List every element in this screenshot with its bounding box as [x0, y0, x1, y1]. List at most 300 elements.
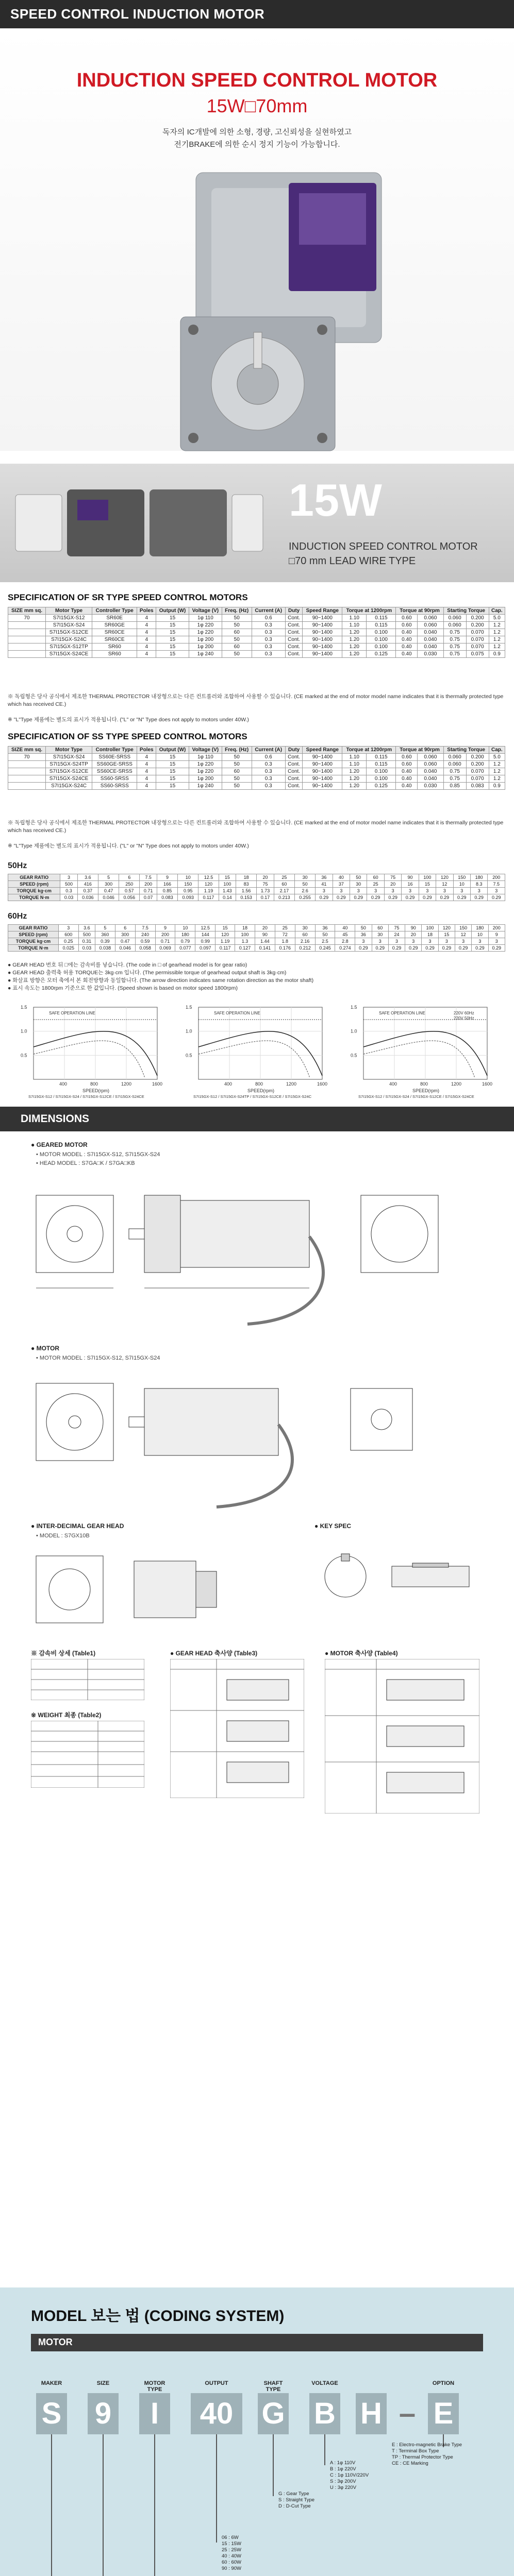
table-cell: 1.43: [219, 888, 236, 894]
table-cell: 0.40: [396, 629, 418, 636]
table-cell: 5: [95, 925, 115, 931]
table-cell: 0.038: [95, 945, 115, 952]
table-cell: 0.030: [418, 651, 443, 658]
table-cell: 3: [438, 938, 455, 945]
th-motor-type: Motor Type: [46, 607, 92, 615]
hero-section: [0, 28, 514, 451]
table-cell: 0.060: [418, 754, 443, 761]
table-cell: Cont.: [285, 636, 303, 643]
table-cell: 1.3: [235, 938, 255, 945]
table-cell: 0.29: [384, 894, 401, 901]
hero-description: [0, 126, 514, 151]
table-cell: 1.2: [489, 622, 505, 629]
table-cell: 50: [222, 754, 252, 761]
th-torque-1200: Torque at 1200rpm: [342, 607, 396, 615]
geared-motor-model: • MOTOR MODEL : S7I15GX-S12, S7I15GX-S24: [36, 1151, 160, 1158]
table-cell: 0.29: [488, 894, 505, 901]
gear-row-label: GEAR RATIO: [8, 925, 59, 931]
table-cell: 0.100: [367, 768, 396, 775]
table-cell: 40: [335, 925, 355, 931]
legend-shaft-d: D : D-Cut Type: [278, 2503, 311, 2509]
th-freq: Freq. (Hz): [222, 607, 252, 615]
table-cell: 0.200: [466, 622, 489, 629]
gearhead-shaft-table-label: ● GEAR HEAD 축사양 (Table3): [170, 1650, 258, 1657]
table-cell: 25: [275, 925, 295, 931]
table-cell: 2.5: [315, 938, 335, 945]
table-cell: 0.9: [489, 783, 505, 790]
table-cell: 0.3: [252, 783, 285, 790]
table-cell: 60: [372, 925, 388, 931]
table-cell: 0.3: [252, 629, 285, 636]
table-cell: 60: [222, 629, 252, 636]
table-row: [8, 931, 505, 938]
table-cell: 30: [350, 881, 367, 888]
table-cell: 1φ 220: [189, 761, 222, 768]
table-cell: 0.115: [367, 615, 396, 622]
torque-graph-3: [343, 997, 498, 1100]
legend-shaft-s: S : Straight Type: [278, 2497, 315, 2503]
table-cell: 3.6: [77, 874, 98, 881]
table-row: [8, 888, 505, 894]
gear-note-4: ● 표시 속도는 1800rpm 기준으로 한 값입니다. (Speed shown is based on motor speed 1800rpm): [8, 985, 238, 991]
table-cell: 144: [195, 931, 215, 938]
gear-note-3: ● 화살표 방향은 모터 축에서 본 회전방향과 동일합니다. (The arrow direction indicates same rotation direction as the motor shaft): [8, 977, 314, 984]
legend-voltage-u: U : 3φ 220V: [330, 2485, 357, 2490]
table-cell: 9: [155, 925, 175, 931]
th-cap: Cap.: [489, 607, 505, 615]
table-cell: 15: [219, 874, 236, 881]
th-current: Current (A): [252, 607, 285, 615]
table-cell: 70: [8, 754, 46, 761]
table-cell: [8, 651, 46, 658]
coding-key-output: OUTPUT: [205, 2380, 228, 2386]
table-cell: 15: [156, 651, 189, 658]
graph-x-tick: 400: [59, 1081, 68, 1087]
table-cell: 90: [402, 874, 419, 881]
gear-row-label: SPEED (rpm): [8, 931, 59, 938]
gear-note-2: ● GEAR HEAD 출력축 허용 TORQUE는 3kg·cm 입니다. (The permissible torque of gearhead output shaft is 3kg·cm): [8, 970, 287, 976]
inter-gear-label: ● INTER-DECIMAL GEAR HEAD: [31, 1522, 124, 1530]
table-cell: 300: [98, 881, 119, 888]
coding-line-voltage: [324, 2434, 325, 2465]
table-cell: 0.046: [115, 945, 135, 952]
torque-graph-1: [13, 997, 168, 1100]
table-cell: 0.29: [472, 945, 488, 952]
table-cell: 0.47: [115, 938, 135, 945]
hero-desc-line1: 독자의 IC개발에 의한 소형, 경량, 고신뢰성을 실현하였고: [162, 128, 352, 137]
table-cell: 0.29: [422, 945, 438, 952]
table-cell: 41: [316, 881, 333, 888]
th-motor-type: Motor Type: [46, 747, 92, 754]
table-row: [8, 874, 505, 881]
table-cell: 0.069: [155, 945, 175, 952]
table-cell: 120: [438, 925, 455, 931]
table-cell: Cont.: [285, 775, 303, 783]
table-cell: 0.100: [367, 643, 396, 651]
table-cell: 0.077: [175, 945, 195, 952]
table-cell: 4: [137, 629, 156, 636]
table-cell: Cont.: [285, 768, 303, 775]
table-cell: 0.71: [155, 938, 175, 945]
table-cell: 500: [60, 881, 77, 888]
table-row: [8, 925, 505, 931]
table-cell: 0.097: [195, 945, 215, 952]
table-cell: 7.5: [135, 925, 155, 931]
legend-output-90: 90 : 90W: [222, 2566, 242, 2571]
table-cell: 0.75: [443, 629, 466, 636]
table-cell: 6: [115, 925, 135, 931]
geared-motor-label: ● GEARED MOTOR: [31, 1141, 88, 1148]
table-cell: 15: [156, 643, 189, 651]
table-cell: 18: [235, 925, 255, 931]
table-cell: 0.3: [252, 761, 285, 768]
table-cell: 0.29: [455, 945, 471, 952]
graph-safe-line-label: SAFE OPERATION LINE: [49, 1011, 95, 1015]
legend-output-60: 60 : 60W: [222, 2560, 242, 2565]
table-cell: S7I15GX-S24CE: [46, 651, 92, 658]
table-cell: 90: [405, 925, 422, 931]
th-freq: Freq. (Hz): [222, 747, 252, 754]
table-cell: 72: [275, 931, 295, 938]
legend-voltage-a: A : 1φ 110V: [330, 2460, 356, 2466]
ss-note-1: ※ 독립형은 당사 공식에서 제조한 THERMAL PROTECTOR 내장형으로는 다른 컨트롤러와 조합하여 사용할 수 있습니다. (CE marked at the end of motor model name indicates that it is thermally protected type which has received CE.): [8, 820, 504, 834]
hero-desc-line2: 전기BRAKE에 의한 순시 정지 기능이 가능합니다.: [174, 140, 340, 149]
sr-note-2: ※ "L"Type 제품에는 별도의 표시가 적용됩니다. ("L" or "N" Type does not apply to motors under 40W.): [8, 717, 249, 723]
table-cell: 4: [137, 761, 156, 768]
legend-voltage-s: S : 3φ 200V: [330, 2479, 356, 2484]
table-cell: 7.5: [140, 874, 157, 881]
table-cell: 50: [222, 775, 252, 783]
motor-model: • MOTOR MODEL : S7I15GX-S12, S7I15GX-S24: [36, 1355, 160, 1361]
ss-note-2: ※ "L"Type 제품에는 별도의 표시가 적용됩니다. ("L" or "N" Type does not apply to motors under 40W.): [8, 843, 249, 849]
table-cell: 0.6: [252, 615, 285, 622]
coding-key-maker: MAKER: [41, 2380, 62, 2386]
table-cell: 0.40: [396, 768, 418, 775]
table-cell: 50: [350, 874, 367, 881]
table-cell: 4: [137, 754, 156, 761]
table-cell: 3: [367, 888, 384, 894]
dimensions-bar: [0, 1107, 514, 1131]
table-header-row: [8, 747, 505, 754]
coding-letter-type: I: [139, 2393, 170, 2434]
table-header-row: [8, 607, 505, 615]
table-cell: 3: [355, 938, 372, 945]
legend-output-25: 25 : 25W: [222, 2547, 242, 2553]
hz60-gear-table: [8, 924, 505, 952]
table-cell: Cont.: [285, 754, 303, 761]
table-cell: 100: [219, 881, 236, 888]
graph-x-tick: 800: [255, 1081, 263, 1087]
coding-system-section: [0, 2287, 514, 2576]
gear-ratio-table-label: ※ 감속비 상세 (Table1): [31, 1650, 96, 1657]
table-cell: 0.083: [466, 783, 489, 790]
table-row: [8, 761, 505, 768]
table-cell: 240: [135, 931, 155, 938]
table-cell: SS60CE-SRSS: [92, 768, 137, 775]
table-cell: 30: [294, 874, 315, 881]
table-cell: 0.29: [436, 894, 453, 901]
table-cell: 90~1400: [303, 768, 342, 775]
table-cell: 0.29: [488, 945, 505, 952]
gear-note-1: ● GEAR HEAD 번호 뒤 □에는 감속비를 넣습니다. (The code in □ of gearhead model is for gear ratio): [8, 962, 247, 968]
table-cell: 0.153: [236, 894, 257, 901]
table-cell: 0.030: [418, 783, 443, 790]
table-cell: 0.29: [367, 894, 384, 901]
graph-x-tick: 1600: [317, 1081, 328, 1087]
table-cell: 3: [488, 938, 505, 945]
table-cell: 0.29: [405, 945, 422, 952]
th-speed-range: Speed Range: [303, 607, 342, 615]
coding-letter-option: E: [428, 2393, 459, 2434]
hz50-title: 50Hz: [8, 861, 27, 870]
th-size: SIZE mm sq.: [8, 747, 46, 754]
coding-line-type: [154, 2434, 155, 2576]
table-cell: 15: [419, 881, 436, 888]
table-cell: 10: [178, 874, 198, 881]
table-cell: 25: [367, 881, 384, 888]
table-cell: 3: [316, 888, 333, 894]
table-cell: 50: [222, 615, 252, 622]
th-duty: Duty: [285, 747, 303, 754]
table-cell: 0.37: [77, 888, 98, 894]
table-cell: S7I15GX-S24TP: [46, 761, 92, 768]
table-cell: 0.9: [489, 651, 505, 658]
table-cell: S7I15GX-S24CE: [46, 775, 92, 783]
table-cell: [8, 629, 46, 636]
table-cell: 0.85: [157, 888, 177, 894]
graph-xlabel: SPEED(rpm): [82, 1088, 110, 1093]
table-cell: 1.2: [489, 775, 505, 783]
table-cell: Cont.: [285, 761, 303, 768]
table-cell: S7I15GX-S12TP: [46, 643, 92, 651]
table-cell: 0.3: [252, 643, 285, 651]
graph-x-tick: 400: [389, 1081, 397, 1087]
table-cell: 0.060: [418, 615, 443, 622]
table-cell: 12: [436, 881, 453, 888]
table-cell: 0.125: [367, 783, 396, 790]
graph-y-tick: 0.5: [186, 1053, 192, 1058]
gear-row-label: SPEED (rpm): [8, 881, 60, 888]
coding-letter-output: 40: [191, 2393, 242, 2434]
table-cell: 0.71: [140, 888, 157, 894]
table-cell: 3: [388, 938, 405, 945]
table-cell: 1.20: [342, 629, 367, 636]
legend-output-06: 06 : 6W: [222, 2535, 239, 2540]
table-cell: 20: [384, 881, 401, 888]
legend-output-15: 15 : 15W: [222, 2541, 242, 2547]
table-cell: 9: [157, 874, 177, 881]
table-cell: 0.058: [135, 945, 155, 952]
table-cell: 2.17: [274, 888, 294, 894]
table-cell: 90~1400: [303, 636, 342, 643]
table-cell: 360: [95, 931, 115, 938]
ss-spec-title: SPECIFICATION OF SS TYPE SPEED CONTROL MOTORS: [8, 732, 247, 741]
graph-x-tick: 1600: [482, 1081, 493, 1087]
table-cell: 0.95: [178, 888, 198, 894]
table-cell: 0.07: [140, 894, 157, 901]
table-cell: 3: [60, 874, 77, 881]
table-cell: 50: [222, 761, 252, 768]
table-cell: 4: [137, 636, 156, 643]
th-controller-type: Controller Type: [92, 747, 137, 754]
coding-line-size: [103, 2434, 104, 2576]
table-cell: 9: [488, 931, 505, 938]
table-cell: 20: [405, 931, 422, 938]
table-cell: 20: [255, 925, 275, 931]
table-cell: 0.03: [78, 945, 95, 952]
table-cell: 0.200: [466, 615, 489, 622]
table-row: [8, 945, 505, 952]
torque-graph-2: [178, 997, 333, 1100]
table-cell: 4: [137, 775, 156, 783]
table-cell: 0.3: [252, 636, 285, 643]
table-cell: 1.73: [257, 888, 274, 894]
table-cell: 1.20: [342, 768, 367, 775]
table-cell: 1.56: [236, 888, 257, 894]
table-row: [8, 622, 505, 629]
table-cell: 15: [156, 783, 189, 790]
table-cell: 1φ 240: [189, 651, 222, 658]
table-row: [8, 775, 505, 783]
graph-y-tick: 1.5: [186, 1005, 192, 1010]
table-cell: 150: [455, 925, 471, 931]
table-cell: 1.2: [489, 643, 505, 651]
graph-safe-line-label: SAFE OPERATION LINE: [379, 1011, 425, 1015]
table-cell: 18: [422, 931, 438, 938]
table-cell: 10: [453, 881, 470, 888]
table-cell: Cont.: [285, 615, 303, 622]
table-cell: 0.60: [396, 754, 418, 761]
table-cell: 3: [488, 888, 505, 894]
dimensions-title: DIMENSIONS: [21, 1113, 90, 1125]
table-cell: 1.2: [489, 629, 505, 636]
table-cell: 60: [295, 931, 315, 938]
table-cell: Cont.: [285, 622, 303, 629]
table-cell: 0.117: [198, 894, 219, 901]
table-cell: 1.10: [342, 622, 367, 629]
coding-title: MODEL 보는 법 (CODING SYSTEM): [31, 2308, 285, 2325]
table-cell: SS60GE-SRSS: [92, 761, 137, 768]
table-row: [8, 643, 505, 651]
graph-x-tick: 1200: [451, 1081, 462, 1087]
table-cell: 1.8: [275, 938, 295, 945]
table-cell: 3: [422, 938, 438, 945]
table-cell: 1.20: [342, 775, 367, 783]
motor-drawing: [31, 1368, 485, 1512]
table-cell: 15: [156, 622, 189, 629]
table-cell: 50: [222, 636, 252, 643]
table-cell: 0.212: [295, 945, 315, 952]
table-cell: 0.127: [235, 945, 255, 952]
table-cell: 4: [137, 615, 156, 622]
table-cell: 3.6: [78, 925, 95, 931]
table-cell: 100: [419, 874, 436, 881]
table-cell: [8, 636, 46, 643]
table-cell: S7I15GX-S12: [46, 615, 92, 622]
table-cell: 90~1400: [303, 615, 342, 622]
table-cell: 0.60: [396, 622, 418, 629]
table-cell: 0.060: [443, 761, 466, 768]
table-cell: 90~1400: [303, 622, 342, 629]
table-cell: 5.0: [489, 754, 505, 761]
graph-y-tick: 1.5: [21, 1005, 27, 1010]
hz60-title: 60Hz: [8, 912, 27, 921]
table-cell: 8.3: [470, 881, 487, 888]
table-cell: 36: [315, 925, 335, 931]
table-cell: 250: [119, 881, 140, 888]
table-cell: 45: [335, 931, 355, 938]
table-cell: 60: [222, 643, 252, 651]
table-cell: 0.070: [466, 636, 489, 643]
table-cell: 36: [355, 931, 372, 938]
table-cell: SR60: [92, 643, 137, 651]
table-cell: 0.85: [443, 783, 466, 790]
th-size: SIZE mm sq.: [8, 607, 46, 615]
table-cell: S7I15GX-S24: [46, 622, 92, 629]
graph-x-tick: 800: [420, 1081, 428, 1087]
table-cell: 0.083: [157, 894, 177, 901]
table-cell: 0.070: [466, 775, 489, 783]
table-cell: 0.75: [443, 651, 466, 658]
table-cell: 0.255: [294, 894, 315, 901]
table-cell: 0.141: [255, 945, 275, 952]
th-starting-torque: Starting Torque: [443, 607, 489, 615]
table-cell: SS60-SRSS: [92, 775, 137, 783]
table-cell: 180: [472, 925, 488, 931]
table-cell: 1φ 220: [189, 622, 222, 629]
motor-product-image: [134, 162, 423, 461]
table-cell: 15: [156, 761, 189, 768]
table-cell: 0.036: [77, 894, 98, 901]
geared-head-model: • HEAD MODEL : S7GA□K / S7GA□KB: [36, 1160, 135, 1166]
coding-legend-output: [222, 2535, 241, 2572]
table-cell: 3: [436, 888, 453, 894]
coding-legend-option: [392, 2442, 462, 2467]
legend-shaft-g: G : Gear Type: [278, 2491, 309, 2497]
gear-row-label: TORQUE kg·cm: [8, 888, 60, 894]
th-poles: Poles: [137, 747, 156, 754]
table-cell: 15: [156, 615, 189, 622]
coding-key-size: SIZE: [96, 2380, 110, 2386]
coding-letter-h: H: [356, 2393, 387, 2434]
graph-models: S7I15GX-S12 / S7I15GX-S24TP / S7I15GX-S12CE / S7I15GX-S24C: [193, 1094, 312, 1099]
table-cell: 1φ 220: [189, 629, 222, 636]
th-speed-range: Speed Range: [303, 747, 342, 754]
table-cell: 0.040: [418, 643, 443, 651]
table-cell: 1φ 200: [189, 643, 222, 651]
table-cell: 0.060: [418, 622, 443, 629]
th-torque-90: Torque at 90rpm: [396, 607, 443, 615]
table-cell: [8, 783, 46, 790]
coding-line-output: [216, 2434, 217, 2543]
coding-line-maker: [51, 2434, 52, 2576]
table-cell: 12.5: [195, 925, 215, 931]
graph-x-tick: 400: [224, 1081, 233, 1087]
inter-gear-model: • MODEL : S7GX10B: [36, 1533, 90, 1539]
table-cell: 0.025: [58, 945, 78, 952]
table-cell: 40: [333, 874, 350, 881]
table-cell: 0.29: [372, 945, 388, 952]
geared-motor-drawing: [31, 1175, 485, 1334]
table-cell: 16: [402, 881, 419, 888]
table-cell: 0.060: [443, 754, 466, 761]
legend-voltage-c: C : 1φ 110V/220V: [330, 2472, 369, 2478]
table-cell: 1.19: [198, 888, 219, 894]
table-cell: SR60E: [92, 615, 137, 622]
table-cell: 2.6: [294, 888, 315, 894]
table-cell: 37: [333, 881, 350, 888]
table-cell: 200: [488, 874, 505, 881]
